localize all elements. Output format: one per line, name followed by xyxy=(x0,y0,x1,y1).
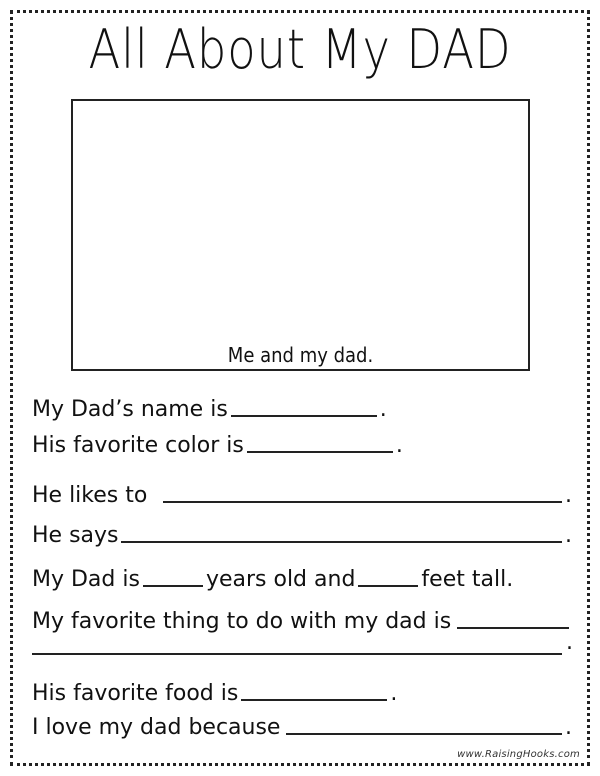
period: . xyxy=(565,715,572,740)
age-prefix: My Dad is xyxy=(32,567,140,592)
age-height-row xyxy=(32,558,513,592)
likes-to-prompt: He likes to xyxy=(32,483,148,508)
dad-name-blank[interactable] xyxy=(231,415,377,417)
period: . xyxy=(379,397,387,422)
period: . xyxy=(565,523,572,548)
favorite-color-row xyxy=(32,424,403,458)
says-blank[interactable] xyxy=(121,541,563,543)
favorite-thing-prompt: My favorite thing to do with my dad is xyxy=(32,609,452,634)
dad-name-prompt: My Dad’s name is xyxy=(32,397,228,422)
love-because-blank[interactable] xyxy=(286,733,562,735)
age-suffix: feet tall. xyxy=(421,567,514,592)
favorite-color-blank[interactable] xyxy=(247,451,393,453)
period: . xyxy=(566,630,573,655)
favorite-food-blank[interactable] xyxy=(241,699,387,701)
favorite-thing-blank[interactable] xyxy=(457,627,569,629)
age-blank[interactable] xyxy=(143,585,203,587)
age-middle: years old and xyxy=(205,567,356,592)
footer-url: www.RaisingHooks.com xyxy=(457,749,580,760)
says-row xyxy=(32,514,572,548)
favorite-thing-continuation-blank[interactable] xyxy=(32,653,562,655)
likes-to-blank[interactable] xyxy=(163,501,562,503)
love-because-row xyxy=(32,706,572,740)
height-blank[interactable] xyxy=(358,585,418,587)
period: . xyxy=(395,433,403,458)
says-prompt: He says xyxy=(32,523,119,548)
page-title: All About My DAD xyxy=(88,18,512,81)
favorite-color-prompt: His favorite color is xyxy=(32,433,244,458)
favorite-food-prompt: His favorite food is xyxy=(32,681,239,706)
photo-frame xyxy=(71,99,530,371)
love-because-prompt: I love my dad because xyxy=(32,715,281,740)
photo-caption: Me and my dad. xyxy=(227,343,374,367)
period: . xyxy=(565,483,572,508)
favorite-food-row xyxy=(32,672,397,706)
favorite-thing-row xyxy=(32,600,572,634)
dad-name-row xyxy=(32,388,387,422)
likes-to-row xyxy=(32,474,572,508)
period: . xyxy=(390,681,398,706)
